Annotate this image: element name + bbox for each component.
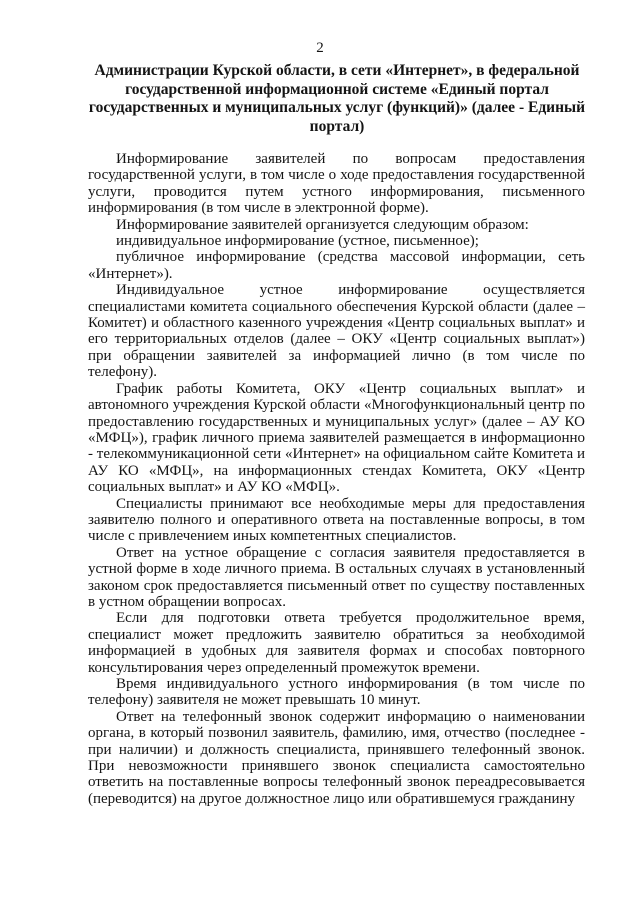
page-number: 2 xyxy=(316,40,324,56)
section-heading: Администрации Курской области, в сети «Интернет», в федеральной государственной информационной системе «Единый портал государственных и муниципальных услуг (функций)» (далее - Единый портал) xyxy=(88,62,586,135)
paragraph: График работы Комитета, ОКУ «Центр социальных выплат» и автономного учреждения Курской области «Многофункциональный центр по предоставлению государственных и муниципальных услуг» (далее – АУ КО «МФЦ»), график личного приема заявителей размещается в информационно - телекоммуникационной сети «Интернет» на официальном сайте Комитета и АУ КО «МФЦ», на информационных стендах Комитета, ОКУ «Центр социальных выплат» и АУ КО «МФЦ». xyxy=(88,380,585,496)
paragraph: Информирование заявителей по вопросам предоставления государственной услуги, в том числе о ходе предоставления государственной услуги, проводится путем устного информирования, письменного информирования (в том числе в электронной форме). xyxy=(88,151,585,217)
paragraph: Ответ на телефонный звонок содержит информацию о наименовании органа, в который позвонил заявитель, фамилию, имя, отчество (последнее - при наличии) и должность специалиста, принявшего телефонный звонок. При невозможности принявшего звонок специалиста самостоятельно ответить на поставленные вопросы телефонный звонок переадресовывается (переводится) на другое должностное лицо или обратившемуся гражданину xyxy=(88,708,585,807)
paragraph: Индивидуальное устное информирование осуществляется специалистами комитета социального обеспечения Курской области (далее – Комитет) и областного казенного учреждения «Центр социальных выплат» и его территориальных отделов (далее – ОКУ «Центр социальных выплат») при обращении заявителей за информацией лично (в том числе по телефону). xyxy=(88,282,585,381)
paragraph: Если для подготовки ответа требуется продолжительное время, специалист может предложить заявителю обратиться за необходимой информацией в удобных для заявителя формах и способах повторного консультирования через определенный промежуток времени. xyxy=(88,610,585,676)
paragraph: Специалисты принимают все необходимые меры для предоставления заявителю полного и оперативного ответа на поставленные вопросы, в том числе с привлечением иных компетентных специалистов. xyxy=(88,495,585,545)
body-text xyxy=(88,151,585,807)
paragraph: Время индивидуального устного информирования (в том числе по телефону) заявителя не может превышать 10 минут. xyxy=(88,676,585,709)
paragraph: публичное информирование (средства массовой информации, сеть «Интернет»). xyxy=(88,249,585,282)
paragraph: индивидуальное информирование (устное, письменное); xyxy=(116,233,479,250)
paragraph: Информирование заявителей организуется следующим образом: xyxy=(116,216,529,233)
paragraph: Ответ на устное обращение с согласия заявителя предоставляется в устной форме в ходе личного приема. В остальных случаях в установленный законом срок предоставляется письменный ответ по существу поставленных в устном обращении вопросах. xyxy=(88,544,585,610)
